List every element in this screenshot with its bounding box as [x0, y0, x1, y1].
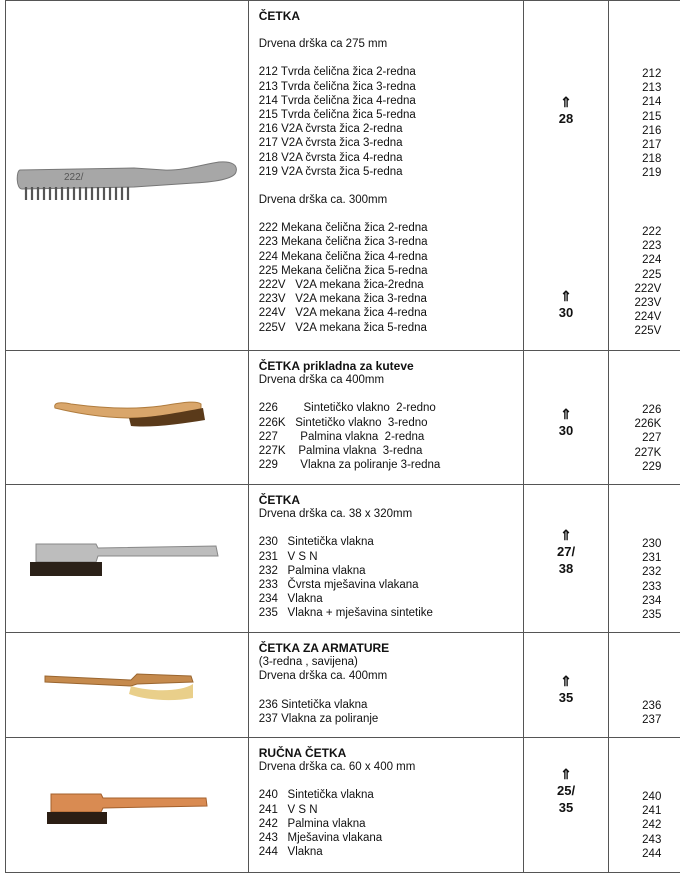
product-code: 233 — [642, 580, 662, 593]
list-item: 217 V2A čvrsta žica 3-redna — [258, 137, 403, 150]
packaging-cell — [523, 1, 609, 351]
handle-spec: Drvena drška ca. 300mm — [258, 194, 388, 207]
list-item: 213 Tvrda čelična žica 3-redna — [258, 80, 416, 93]
list-item: 240 Sintetička vlakna — [258, 789, 374, 802]
list-item: 212 Tvrda čelična žica 2-redna — [258, 66, 416, 79]
list-item: 227 Palmina vlakna 2-redna — [258, 430, 425, 443]
handle-spec: Drvena drška ca 275 mm — [258, 38, 388, 51]
code-cell — [609, 633, 680, 738]
product-code: 235 — [642, 609, 662, 622]
product-code: 231 — [642, 552, 662, 565]
section-title: ČETKA ZA ARMATURE — [258, 641, 390, 655]
package-quantity: 25/ — [557, 783, 576, 798]
list-item: 235 Vlakna + mješavina sintetike — [258, 607, 433, 620]
arrow-up-icon: ⇑ — [560, 766, 572, 782]
list-item: 214 Tvrda čelična žica 4-redna — [258, 94, 416, 107]
handle-spec: Drvena drška ca 400mm — [258, 374, 385, 387]
list-item: 225 Mekana čelična žica 5-redna — [258, 264, 428, 277]
product-description — [248, 351, 523, 485]
arrow-up-icon: ⇑ — [560, 94, 572, 110]
list-item: 222V V2A mekana žica-2redna — [258, 279, 424, 292]
section-title: ČETKA prikladna za kuteve — [258, 359, 414, 373]
list-item: 219 V2A čvrsta žica 5-redna — [258, 165, 403, 178]
packaging-cell — [523, 738, 609, 873]
list-item: 229 Vlakna za poliranje 3-redna — [258, 459, 441, 472]
table-row — [6, 351, 680, 485]
list-item: 237 Vlakna za poliranje — [258, 712, 379, 725]
product-image-cell — [6, 485, 249, 633]
table-row — [6, 485, 680, 633]
handle-spec: Drvena drška ca. 60 x 400 mm — [258, 761, 416, 774]
code-cell — [609, 738, 680, 873]
packaging-cell — [523, 351, 609, 485]
product-code: 213 — [642, 82, 662, 95]
table-row — [6, 738, 680, 873]
product-code: 229 — [642, 460, 662, 473]
package-quantity: 30 — [558, 423, 574, 438]
product-description — [248, 633, 523, 738]
product-code: 214 — [642, 96, 662, 109]
list-item: 225V V2A mekana žica 5-redna — [258, 321, 427, 334]
product-code: 237 — [642, 714, 662, 727]
product-code: 242 — [642, 819, 662, 832]
product-image-cell — [6, 738, 249, 873]
product-code: 226K — [634, 418, 662, 431]
section-title: ČETKA — [258, 9, 301, 23]
brush-spec: (3-redna , savijena) — [258, 656, 358, 669]
product-code: 244 — [642, 847, 662, 860]
list-item: 233 Čvrsta mješavina vlakana — [258, 579, 419, 592]
table-row — [6, 1, 680, 351]
product-code: 223V — [634, 297, 662, 310]
product-code: 219 — [642, 167, 662, 180]
list-item: 224 Mekana čelična žica 4-redna — [258, 250, 428, 263]
list-item: 226 Sintetičko vlakno 2-redno — [258, 402, 436, 415]
product-code: 217 — [642, 139, 662, 152]
product-code: 224V — [634, 311, 662, 324]
arrow-up-icon: ⇑ — [560, 527, 572, 543]
product-code: 222 — [642, 226, 662, 238]
product-code: 224 — [642, 254, 662, 267]
product-code: 225V — [634, 325, 662, 338]
product-image-cell — [6, 633, 249, 738]
product-code: 226 — [642, 404, 662, 416]
arrow-up-icon: ⇑ — [560, 673, 572, 689]
package-quantity: 35 — [558, 800, 574, 815]
product-image-cell — [6, 351, 249, 485]
package-quantity: 35 — [558, 690, 574, 705]
product-code: 232 — [642, 566, 662, 579]
product-code: 227 — [642, 432, 662, 445]
arrow-up-icon: ⇑ — [560, 288, 572, 304]
list-item: 244 Vlakna — [258, 846, 323, 859]
arrow-up-icon: ⇑ — [560, 406, 572, 422]
list-item: 216 V2A čvrsta žica 2-redna — [258, 123, 403, 136]
product-description — [248, 738, 523, 873]
list-item: 231 V S N — [258, 550, 318, 563]
corner-brush-image — [51, 396, 211, 436]
list-item: 223 Mekana čelična žica 3-redna — [258, 236, 428, 249]
table-row — [6, 633, 680, 738]
list-item: 230 Sintetička vlakna — [258, 536, 374, 549]
product-code: 212 — [642, 68, 662, 80]
list-item: 242 Palmina vlakna — [258, 817, 366, 830]
section-title: RUČNA ČETKA — [258, 746, 347, 760]
product-description — [248, 485, 523, 633]
package-quantity: 27/ — [557, 544, 576, 559]
list-item: 234 Vlakna — [258, 593, 323, 606]
product-code: 218 — [642, 153, 662, 166]
product-code: 230 — [642, 538, 662, 550]
product-code: 241 — [642, 805, 662, 818]
list-item: 215 Tvrda čelična žica 5-redna — [258, 109, 416, 122]
handle-spec: Drvena drška ca. 38 x 320mm — [258, 508, 413, 521]
package-quantity: 38 — [558, 561, 574, 576]
hand-brush-image — [41, 788, 216, 830]
product-code: 225 — [642, 268, 662, 281]
list-item: 241 V S N — [258, 803, 318, 816]
list-item: 218 V2A čvrsta žica 4-redna — [258, 151, 403, 164]
packaging-cell — [523, 485, 609, 633]
code-cell — [609, 1, 680, 351]
brush-imprint-label: 222/ — [64, 172, 84, 183]
block-brush-image — [26, 540, 226, 582]
fitting-brush-image — [41, 668, 201, 708]
product-code: 234 — [642, 594, 662, 607]
package-quantity: 28 — [558, 111, 574, 126]
product-code: 223 — [642, 240, 662, 253]
list-item: 236 Sintetička vlakna — [258, 698, 368, 711]
product-description — [248, 1, 523, 351]
handle-spec: Drvena drška ca. 400mm — [258, 670, 388, 683]
list-item: 227K Palmina vlakna 3-redna — [258, 445, 423, 458]
section-title: ČETKA — [258, 493, 301, 507]
product-image-cell — [6, 1, 249, 351]
product-code: 227K — [634, 446, 662, 459]
list-item: 243 Mješavina vlakana — [258, 832, 383, 845]
product-code: 222V — [634, 282, 662, 295]
wire-brush-image — [14, 156, 240, 206]
package-quantity: 30 — [558, 305, 574, 320]
list-item: 232 Palmina vlakna — [258, 564, 366, 577]
product-code: 243 — [642, 833, 662, 846]
product-code: 236 — [642, 700, 662, 712]
code-cell — [609, 351, 680, 485]
product-code: 216 — [642, 124, 662, 137]
product-table — [5, 0, 680, 873]
list-item: 226K Sintetičko vlakno 3-redno — [258, 416, 428, 429]
product-code: 215 — [642, 110, 662, 123]
list-item: 224V V2A mekana žica 4-redna — [258, 307, 427, 320]
code-cell — [609, 485, 680, 633]
list-item: 222 Mekana čelična žica 2-redna — [258, 222, 428, 235]
list-item: 223V V2A mekana žica 3-redna — [258, 293, 427, 306]
product-code: 240 — [642, 791, 662, 803]
packaging-cell — [523, 633, 609, 738]
